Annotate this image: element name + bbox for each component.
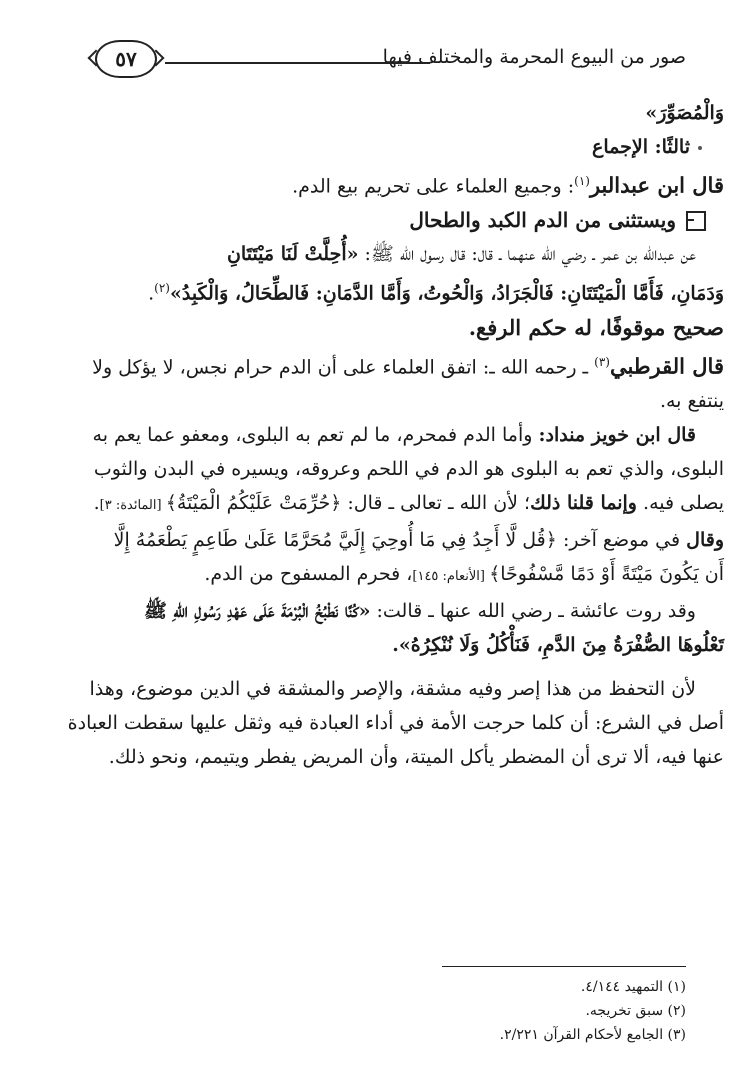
footnote-ref-3[interactable]: (٣) [594,354,610,369]
text-fragment: يصلى فيه. [636,491,724,514]
text-line-9: ينتفع به. [659,389,724,412]
text-line-5 [28,237,724,271]
emphasis: وقال [686,528,724,551]
footnote-3: (٣) الجامع لأحكام القرآن ٢/٢٢١. [499,1027,686,1043]
section-heading-consensus [28,130,724,164]
section-heading-text: ثالثًا: الإجماع [592,136,690,158]
text-line-11: البلوى، والذي تعم به البلوى هو الدم في اللحم وعروقه، ويسيره في البدن والثوب [93,457,724,480]
quran-verse: ﴿حُرِّمَتْ عَلَيْكُمُ الْمَيْتَةُ﴾ [165,491,342,514]
text-line-6 [28,271,724,310]
page-header [95,40,686,76]
text-fragment: . [93,491,100,514]
text-line-19: عنها فيه، ألا ترى أن المضطر يأكل الميتة، وأن المريض يفطر ويتيمم، ونحو ذلك. [108,745,724,768]
page-number-badge [95,40,157,78]
text-line-16: تَعْلُوهَا الصُّفْرَةُ مِنَ الدَّمِ، فَنَأْكُلُ وَلَا نُنْكِرُهُ». [392,633,724,656]
scholar-name: قال القرطبي [609,352,724,378]
header-rule [165,62,430,64]
footnote-2: (٢) سبق تخريجه. [585,1003,686,1019]
square-marker-icon [686,211,706,231]
text-fragment: ، فحرم المسفوح من الدم. [204,562,413,585]
footnote-1: (١) التمهيد ٤/١٤٤. [580,979,686,995]
footnote-ref-1[interactable]: (١) [574,174,590,188]
text-fragment: : وجميع العلماء على تحريم بيع الدم. [292,175,575,198]
text-line-3 [28,164,724,203]
running-title: صور من البيوع المحرمة والمختلف فيها [382,46,686,68]
emphasis: وإنما قلنا ذلك [530,491,637,514]
text-line-14 [28,557,724,594]
text-line-15 [28,594,724,628]
footnote-ref-2[interactable]: (٢) [154,281,170,296]
text-line-18: أصل في الشرع: أن كلما حرجت الأمة في أداء العبادة فيه وثقل عليها سقطت العبادة [67,711,724,734]
bullet-icon [698,146,702,150]
page-number: ٥٧ [115,47,137,71]
verse-reference: [الأنعام: ١٤٥] [412,568,490,584]
text-fragment: عن عبدالله بن عمر ـ رضي الله عنهما ـ قال: قال رسول الله ﷺ: [358,243,696,266]
text-line-10 [28,418,724,452]
footnote-divider [442,966,686,967]
quran-verse: ﴿قُل لَّا أَجِدُ فِي مَا أُوحِيَ إِلَيَّ مُحَرَّمًا عَلَىٰ طَاعِمٍ يَطْعَمُهُ إِلَّا [113,528,557,551]
hadith-quote: «كُنَّا نَطْبُخُ الْبُرْمَةَ عَلَى عَهْدِ رَسُولِ اللهِ ﷺ [143,599,371,622]
text-fragment: في موضع آخر: [556,528,687,551]
scholar-name: قال ابن عبدالبر [589,172,724,198]
quran-verse: أَن يَكُونَ مَيْتَةً أَوْ دَمًا مَّسْفُوحًا﴾ [489,562,724,585]
footnotes [60,975,686,1047]
text-fragment: وقد روت عائشة ـ رضي الله عنها ـ قالت: [370,599,696,622]
subheading-text: ويستثنى من الدم الكبد والطحال [409,208,676,233]
text-fragment: وأما الدم فمحرم، ما لم تعم به البلوى، ومعفو عما يعم به [92,423,539,446]
grading-line: صحيح موقوفًا، له حكم الرفع. [468,314,724,340]
hadith-quote: وَدَمَانِ، فَأَمَّا الْمَيْتَتَانِ: فَالْجَرَادُ، وَالْحُوتُ، وَأَمَّا الدَّمَانِ: فَالطِّحَالُ، وَالْكَبِدُ» [169,282,724,305]
text-line-17: لأن التحفظ من هذا إصر وفيه مشقة، والإصر والمشقة في الدين موضوع، وهذا [89,677,696,700]
main-text [28,96,724,774]
text-line-13 [28,523,724,557]
text-line-8 [28,345,724,384]
text-fragment: ؛ لأن الله ـ تعالى ـ قال: [341,491,531,514]
text-fragment: . [148,282,155,305]
text-fragment: ـ رحمه الله ـ: اتفق العلماء على أن الدم حرام نجس، لا يؤكل ولا [92,355,595,378]
verse-reference: [المائدة: ٣] [99,497,166,513]
scholar-name: قال ابن خويز منداد: [538,423,696,446]
hadith-quote: «أُحِلَّتْ لَنَا مَيْتَتَانِ [226,243,359,266]
subheading-exception [28,203,724,237]
text-line-12 [28,486,724,523]
text-line-1: وَالْمُصَوِّرَ» [645,102,724,124]
